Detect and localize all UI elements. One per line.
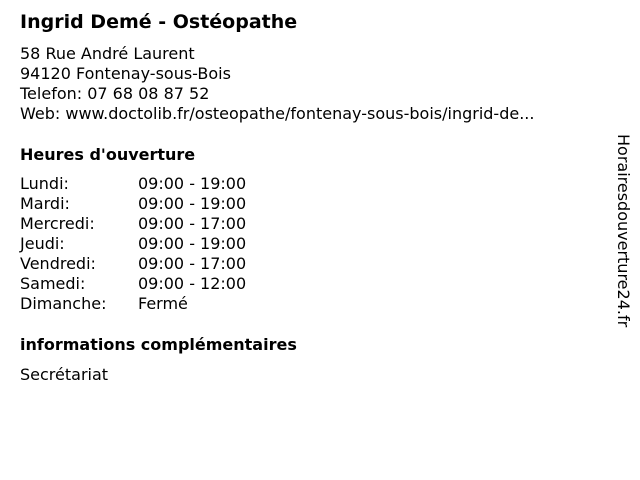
street-address: 58 Rue André Laurent bbox=[20, 44, 195, 63]
website-url: Web: www.doctolib.fr/osteopathe/fontenay-sous-bois/ingrid-de... bbox=[20, 104, 535, 123]
hours-time: 09:00 - 19:00 bbox=[138, 234, 247, 253]
hours-time: 09:00 - 12:00 bbox=[138, 274, 247, 293]
hours-day: Lundi: bbox=[20, 174, 69, 193]
hours-time: 09:00 - 17:00 bbox=[138, 214, 247, 233]
hours-row bbox=[20, 194, 278, 214]
hours-row bbox=[20, 174, 278, 194]
hours-row bbox=[20, 294, 278, 314]
source-watermark: Horairesdouverture24.fr bbox=[614, 134, 633, 328]
hours-day: Vendredi: bbox=[20, 254, 96, 273]
page-title: Ingrid Demé - Ostéopathe bbox=[20, 11, 298, 33]
hours-day: Samedi: bbox=[20, 274, 86, 293]
hours-row bbox=[20, 234, 278, 254]
hours-row bbox=[20, 274, 278, 294]
hours-row bbox=[20, 254, 278, 274]
additional-info-text: Secrétariat bbox=[20, 365, 109, 384]
hours-day: Dimanche: bbox=[20, 294, 107, 313]
hours-time: 09:00 - 19:00 bbox=[138, 194, 247, 213]
hours-day: Mardi: bbox=[20, 194, 70, 213]
opening-hours-table bbox=[20, 174, 278, 314]
hours-row bbox=[20, 214, 278, 234]
phone-number: Telefon: 07 68 08 87 52 bbox=[20, 84, 210, 103]
hours-day: Mercredi: bbox=[20, 214, 95, 233]
hours-day: Jeudi: bbox=[20, 234, 65, 253]
city-address: 94120 Fontenay-sous-Bois bbox=[20, 64, 231, 83]
hours-time: Fermé bbox=[138, 294, 188, 313]
opening-hours-heading: Heures d'ouverture bbox=[20, 145, 196, 164]
hours-time: 09:00 - 17:00 bbox=[138, 254, 247, 273]
additional-info-heading: informations complémentaires bbox=[20, 335, 297, 354]
hours-time: 09:00 - 19:00 bbox=[138, 174, 247, 193]
contact-info bbox=[20, 44, 534, 124]
